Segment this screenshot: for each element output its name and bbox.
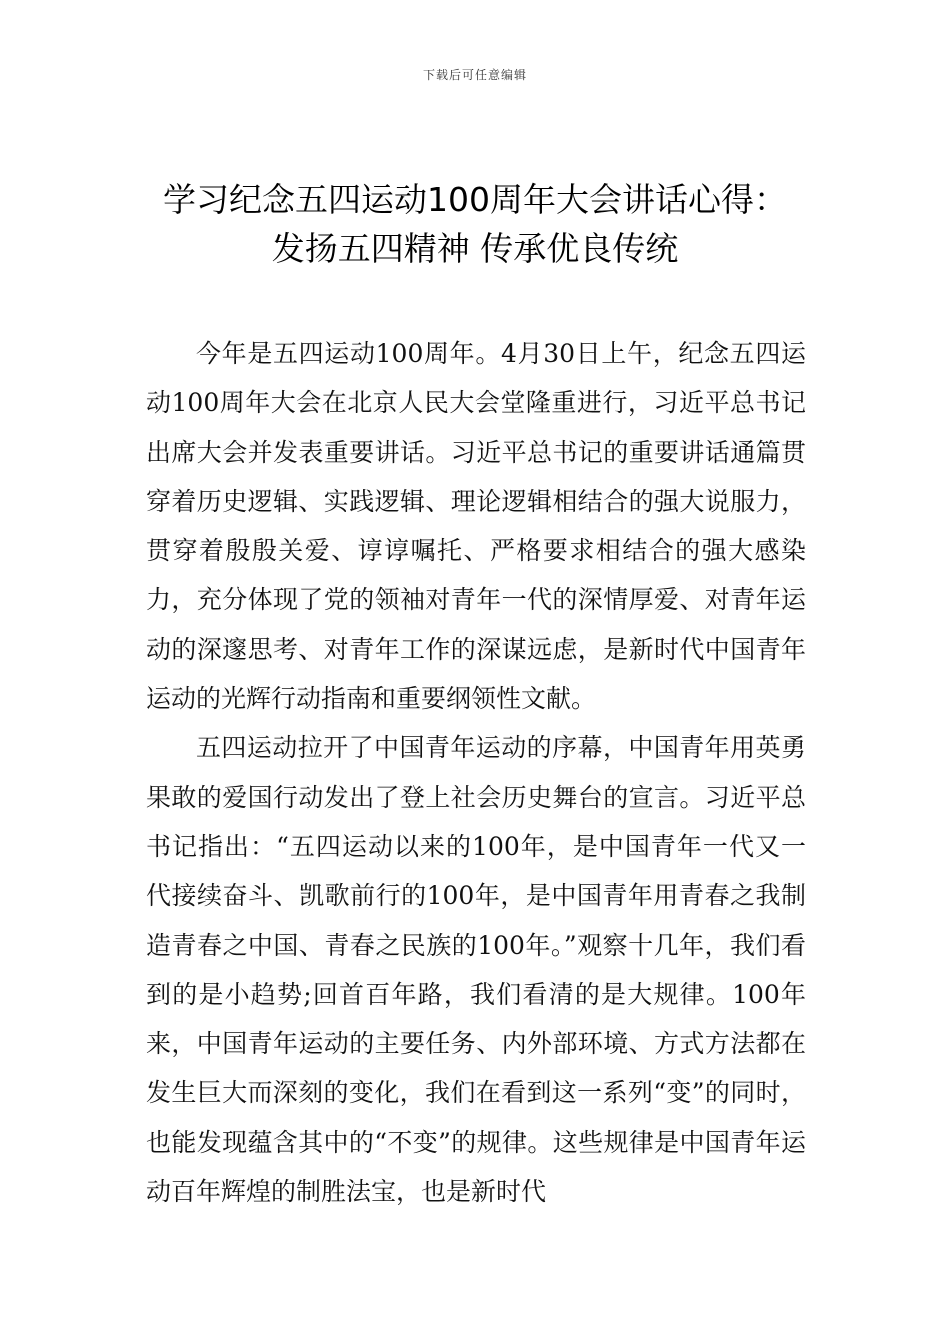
article-body (146, 329, 806, 1216)
article-title-line-1: 学习纪念五四运动100周年大会讲话心得： (163, 180, 787, 219)
paragraph-2: 五四运动拉开了中国青年运动的序幕，中国青年用英勇果敢的爱国行动发出了登上社会历史舞台的宣言。习近平总书记指出：“五四运动以来的100年，是中国青年一代又一代接续奋斗、凯歌前行的100年，是中国青年用青春之我制造青春之中国、青春之民族的100年。”观察十几年，我们看到的是小趋势;回首百年路，我们看清的是大规律。100年来，中国青年运动的主要任务、内外部环境、方式方法都在发生巨大而深刻的变化，我们在看到这一系列“变”的同时，也能发现蕴含其中的“不变”的规律。这些规律是中国青年运动百年辉煌的制胜法宝，也是新时代 (146, 733, 806, 1207)
header-note: 下载后可任意编辑 (422, 68, 527, 82)
paragraph-1: 今年是五四运动100周年。4月30日上午，纪念五四运动100周年大会在北京人民大会堂隆重进行，习近平总书记出席大会并发表重要讲话。习近平总书记的重要讲话通篇贯穿着历史逻辑、实践逻辑、理论逻辑相结合的强大说服力，贯穿着殷殷关爱、谆谆嘱托、严格要求相结合的强大感染力，充分体现了党的领袖对青年一代的深情厚爱、对青年运动的深邃思考、对青年工作的深谋远虑，是新时代中国青年运动的光辉行动指南和重要纲领性文献。 (146, 339, 806, 714)
article-title-line-2: 发扬五四精神 传承优良传统 (271, 229, 679, 268)
